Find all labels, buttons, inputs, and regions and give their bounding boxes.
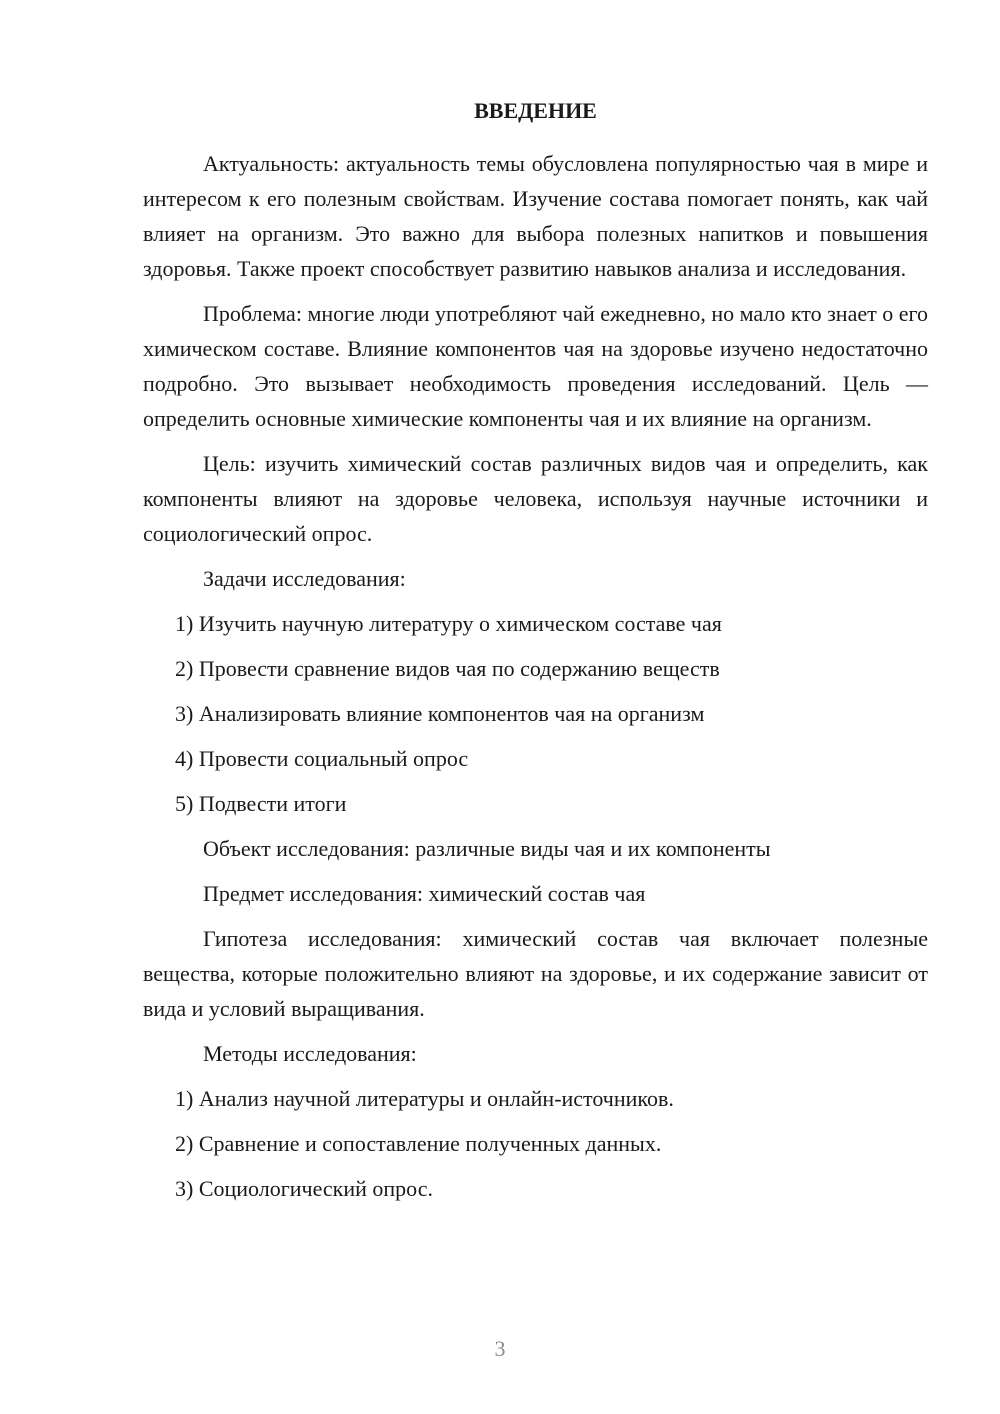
page-number: 3 bbox=[494, 1336, 506, 1361]
method-item: 3) Социологический опрос. bbox=[175, 1176, 433, 1201]
method-item: 2) Сравнение и сопоставление полученных данных. bbox=[175, 1131, 662, 1156]
paragraph-relevance: Актуальность: актуальность темы обусловлена популярностью чая в мире и интересом к его полезным свойствам. Изучение состава помогает понять, как чай влияет на организм. Это важно для выбора полезных напитков и повышения здоровья. Также проект способствует развитию навыков анализа и исследования. bbox=[143, 151, 928, 281]
method-item: 1) Анализ научной литературы и онлайн-источников. bbox=[175, 1086, 674, 1111]
task-item: 5) Подвести итоги bbox=[175, 791, 347, 816]
document-page bbox=[143, 96, 928, 1216]
paragraph-problem: Проблема: многие люди употребляют чай ежедневно, но мало кто знает о его химическом составе. Влияние компонентов чая на здоровье изучено недостаточно подробно. Это вызывает необходимость проведения исследований. Цель — определить основные химические компоненты чая и их влияние на организм. bbox=[143, 301, 928, 431]
paragraph-hypothesis: Гипотеза исследования: химический состав чая включает полезные вещества, которые положительно влияют на здоровье, и их содержание зависит от вида и условий выращивания. bbox=[143, 926, 928, 1021]
task-item: 1) Изучить научную литературу о химическом составе чая bbox=[175, 611, 722, 636]
task-item: 4) Провести социальный опрос bbox=[175, 746, 469, 771]
task-item: 2) Провести сравнение видов чая по содержанию веществ bbox=[175, 656, 720, 681]
research-subject: Предмет исследования: химический состав чая bbox=[203, 881, 646, 906]
task-item: 3) Анализировать влияние компонентов чая на организм bbox=[175, 701, 705, 726]
methods-heading: Методы исследования: bbox=[203, 1041, 417, 1066]
research-object: Объект исследования: различные виды чая и их компоненты bbox=[203, 836, 771, 861]
paragraph-goal: Цель: изучить химический состав различных видов чая и определить, как компоненты влияют на здоровье человека, используя научные источники и социологический опрос. bbox=[143, 451, 928, 546]
page-title: ВВЕДЕНИЕ bbox=[474, 98, 597, 123]
tasks-heading: Задачи исследования: bbox=[203, 566, 406, 591]
